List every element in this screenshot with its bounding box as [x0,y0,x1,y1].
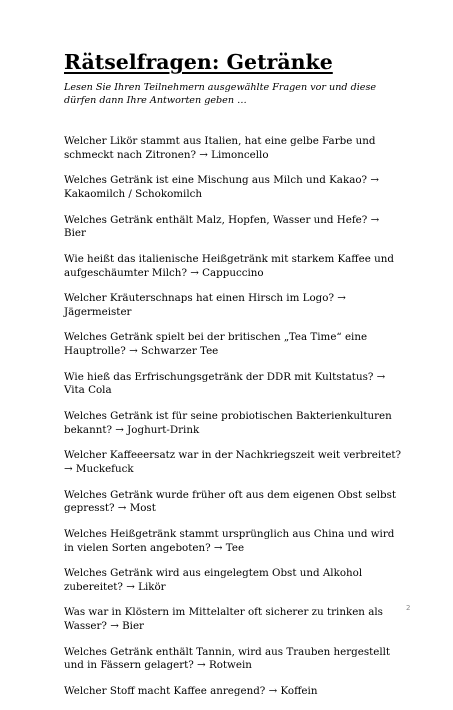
question-list [64,135,404,710]
question-item: Wie heißt das italienische Heißgetränk mit starkem Kaffee und aufgeschäumter Milch? → Cappuccino [64,252,394,279]
question-item: Welches Heißgetränk stammt ursprünglich aus China und wird in vielen Sorten angeboten? → Tee [64,527,395,554]
question-item: Welches Getränk enthält Tannin, wird aus Trauben hergestellt und in Fässern gelagert? → Rotwein [64,645,391,672]
intro-text: Lesen Sie Ihren Teilnehmern ausgewählte Fragen vor und diese dürfen dann Ihre Antworten geben … [64,82,377,106]
question-item: Welches Getränk wurde früher oft aus dem eigenen Obst selbst gepresst? → Most [64,488,397,515]
question-item: Welches Getränk enthält Malz, Hopfen, Wasser und Hefe? → Bier [64,213,380,240]
question-item: Welcher Kaffeeersatz war in der Nachkriegszeit weit verbreitet? → Muckefuck [64,449,402,476]
question-item: Welcher Kräuterschnaps hat einen Hirsch im Logo? → Jägermeister [64,292,346,318]
question-item: Welcher Likör stammt aus Italien, hat eine gelbe Farbe und schmeckt nach Zitronen? → Limoncello [64,135,376,161]
page-number: 2 [406,604,411,612]
question-item: Wie hieß das Erfrischungsgetränk der DDR mit Kultstatus? → Vita Cola [64,370,386,397]
question-item: Welches Getränk ist eine Mischung aus Milch und Kakao? → Kakaomilch / Schokomilch [64,174,379,201]
question-item: Welches Getränk spielt bei der britischen „Tea Time“ eine Hauptrolle? → Schwarzer Tee [64,331,368,358]
page-title: Rätselfragen: Getränke [64,50,333,74]
question-item: Welches Getränk ist für seine probiotischen Bakterienkulturen bekannt? → Joghurt-Drink [64,409,392,436]
question-item: Welches Getränk wird aus eingelegtem Obst und Alkohol zubereitet? → Likör [64,567,363,593]
question-item: Welcher Stoff macht Kaffee anregend? → Koffein [64,684,318,697]
question-item: Was war in Klöstern im Mittelalter oft sicherer zu trinken als Wasser? → Bier [64,606,383,633]
